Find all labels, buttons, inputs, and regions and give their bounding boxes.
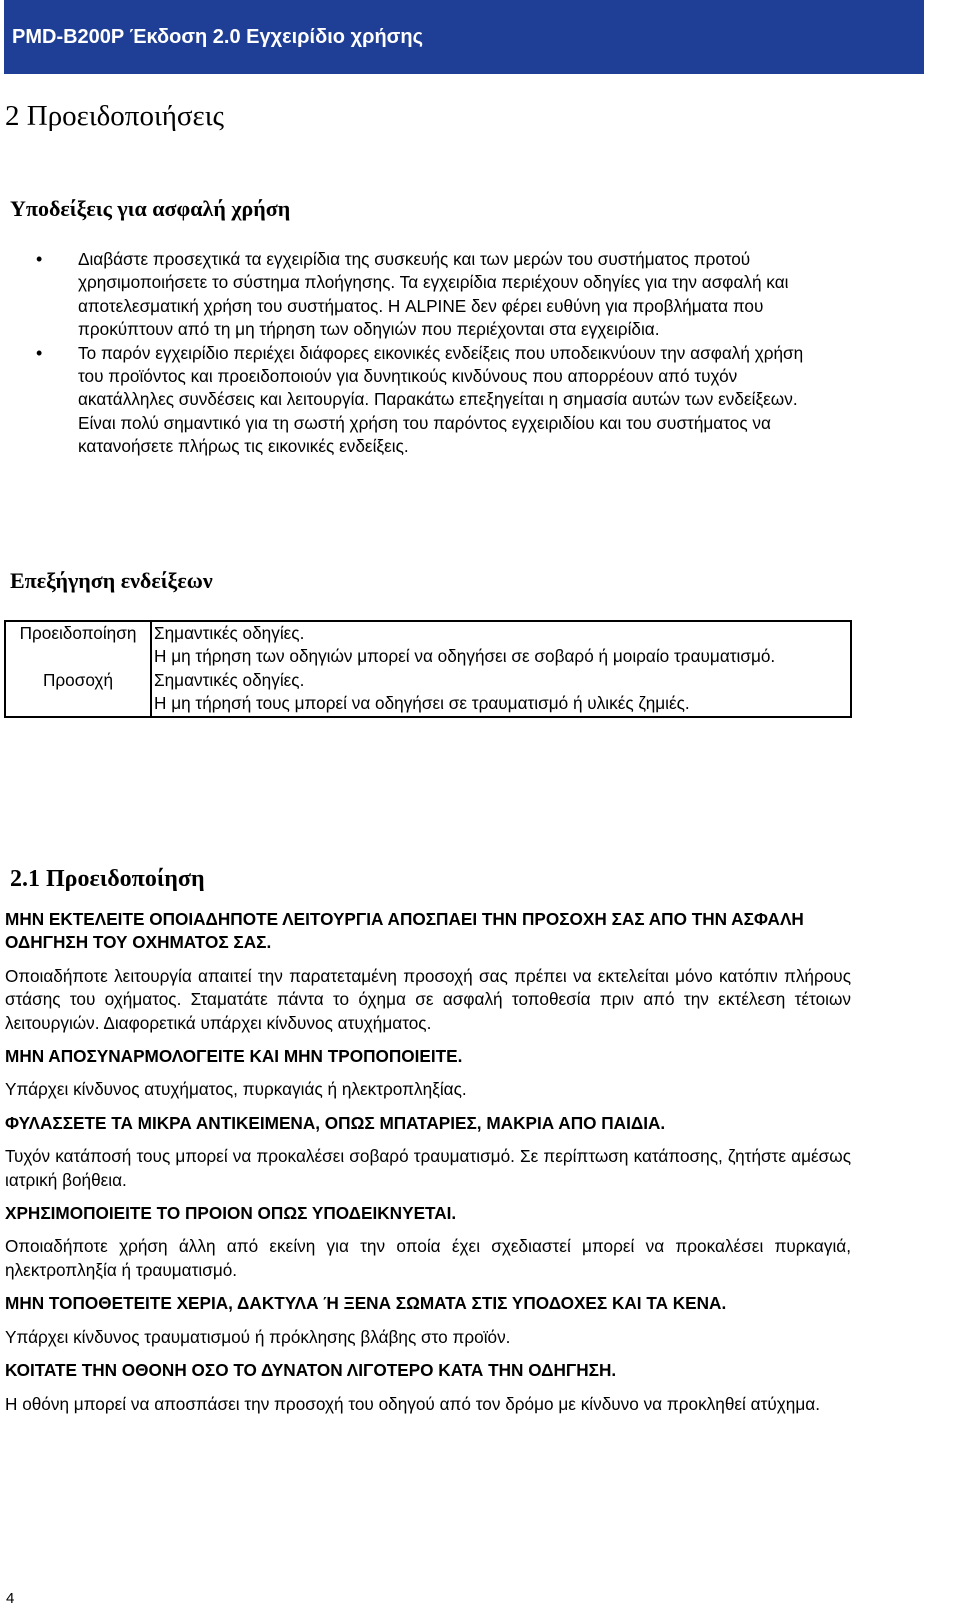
list-item: • Το παρόν εγχειρίδιο περιέχει διάφορες εικονικές ενδείξεις που υποδεικνύουν την ασφαλή χρήση του προϊόντος και προειδοποιούν για δυνητικούς κινδύνους που απορρέουν από τυχόν ακατάλληλες συνδέσεις και λειτουργία. Παρακάτω επεξηγείται η σημασία αυτών των ενδείξεων. Είναι πολύ σημαντικό για τη σωστή χρήση του παρόντος εγχειριδίου και του συστήματος να κατανοήσετε πλήρως τις εικονικές ενδείξεις. <box>0 342 830 459</box>
legend-term: Προσοχή <box>5 669 151 717</box>
warning-text: Υπάρχει κίνδυνος ατυχήματος, πυρκαγιάς ή ηλεκτροπληξίας. <box>5 1079 467 1100</box>
warning-title: ΚΟΙΤΑΤΕ ΤΗΝ ΟΘΟΝΗ ΟΣΟ ΤΟ ΔΥΝΑΤΟΝ ΛΙΓΟΤΕΡΟ ΚΑΤΑ ΤΗΝ ΟΔΗΓΗΣΗ. <box>5 1360 617 1381</box>
warning-title: ΦΥΛΑΣΣΕΤΕ ΤΑ ΜΙΚΡΑ ΑΝΤΙΚΕΙΜΕΝΑ, ΟΠΩΣ ΜΠΑΤΑΡΙΕΣ, ΜΑΚΡΙΑ ΑΠΟ ΠΑΙΔΙΑ. <box>5 1112 666 1133</box>
warning-text: Οποιαδήποτε λειτουργία απαιτεί την παρατεταμένη προσοχή σας πρέπει να εκτελείται μόνο κατόπιν πλήρους στάσης του οχήματος. Σταματάτε πάντα το όχημα σε ασφαλή τοποθεσία πριν από την εκτέλεση τέτοιων λειτουργιών. Διαφορετικά υπάρχει κίνδυνος ατυχήματος. <box>5 965 851 1033</box>
warning-text: Υπάρχει κίνδυνος τραυματισμού ή πρόκλησης βλάβης στο προϊόν. <box>5 1326 511 1347</box>
warning-text: Η οθόνη μπορεί να αποσπάσει την προσοχή του οδηγού από τον δρόμο με κίνδυνο να προκληθεί ατύχημα. <box>5 1393 820 1414</box>
legend-term: Προειδοποίηση <box>5 621 151 669</box>
safety-heading: Υποδείξεις για ασφαλή χρήση <box>10 196 291 221</box>
legend-description <box>151 621 851 669</box>
legend-heading: Επεξήγηση ενδείξεων <box>10 568 213 593</box>
table-row <box>5 669 851 717</box>
table-row <box>5 621 851 669</box>
header-bar <box>4 0 924 74</box>
legend-description <box>151 669 851 717</box>
warning-title: ΧΡΗΣΙΜΟΠΟΙΕΙΤΕ ΤΟ ΠΡΟΙΟΝ ΟΠΩΣ ΥΠΟΔΕΙΚΝΥΕΤΑΙ. <box>5 1203 457 1224</box>
warning-title: ΜΗΝ ΑΠΟΣΥΝΑΡΜΟΛΟΓΕΙΤΕ ΚΑΙ ΜΗΝ ΤΡΟΠΟΠΟΙΕΙΤΕ. <box>5 1046 463 1067</box>
document-title: PMD-B200P Έκδοση 2.0 Εγχειρίδιο χρήσης <box>12 26 423 48</box>
warning-title: ΜΗΝ ΕΚΤΕΛΕΙΤΕ ΟΠΟΙΑΔΗΠΟΤΕ ΛΕΙΤΟΥΡΓΙΑ ΑΠΟΣΠΑΕΙ ΤΗΝ ΠΡΟΣΟΧΗ ΣΑΣ ΑΠΟ ΤΗΝ ΑΣΦΑΛΗ ΟΔΗΓΗΣΗ ΤΟΥ ΟΧΗΜΑΤΟΣ ΣΑΣ. <box>5 909 804 953</box>
warning-title: ΜΗΝ ΤΟΠΟΘΕΤΕΙΤΕ ΧΕΡΙΑ, ΔΑΚΤΥΛΑ Ή ΞΕΝΑ ΣΩΜΑΤΑ ΣΤΙΣ ΥΠΟΔΟΧΕΣ ΚΑΙ ΤΑ ΚΕΝΑ. <box>5 1293 727 1314</box>
warning-section-heading: 2.1 Προειδοποίηση <box>10 866 205 892</box>
warning-text: Τυχόν κατάποσή τους μπορεί να προκαλέσει σοβαρό τραυματισμό. Σε περίπτωση κατάποσης, ζητήστε αμέσως ιατρική βοήθεια. <box>5 1146 851 1190</box>
warning-text: Οποιαδήποτε χρήση άλλη από εκείνη για την οποία έχει σχεδιαστεί μπορεί να προκαλέσει πυρκαγιά, ηλεκτροπληξία ή τραυματισμό. <box>5 1236 851 1280</box>
warning-list <box>5 908 851 1426</box>
page-number: 4 <box>6 1590 15 1607</box>
legend-line: Σημαντικές οδηγίες. <box>154 669 305 690</box>
safety-bullet-list <box>0 248 830 459</box>
list-item: • Διαβάστε προσεχτικά τα εγχειρίδια της συσκευής και των μερών του συστήματος προτού χρησιμοποιήσετε το σύστημα πλοήγησης. Τα εγχειρίδια περιέχουν οδηγίες για την ασφαλή και αποτελεσματική χρήση του συστήματος. Η ALPINE δεν φέρει ευθύνη για προβλήματα που προκύπτουν από τη μη τήρηση των οδηγιών που περιέχονται στα εγχειρίδια. <box>0 248 830 342</box>
legend-line: Η μη τήρηση των οδηγιών μπορεί να οδηγήσει σε σοβαρό ή μοιραίο τραυματισμό. <box>154 646 776 667</box>
legend-table <box>4 620 852 718</box>
legend-line: Η μη τήρησή τους μπορεί να οδηγήσει σε τραυματισμό ή υλικές ζημιές. <box>154 693 690 714</box>
chapter-title: 2 Προειδοποιήσεις <box>5 100 225 132</box>
legend-line: Σημαντικές οδηγίες. <box>154 623 305 643</box>
